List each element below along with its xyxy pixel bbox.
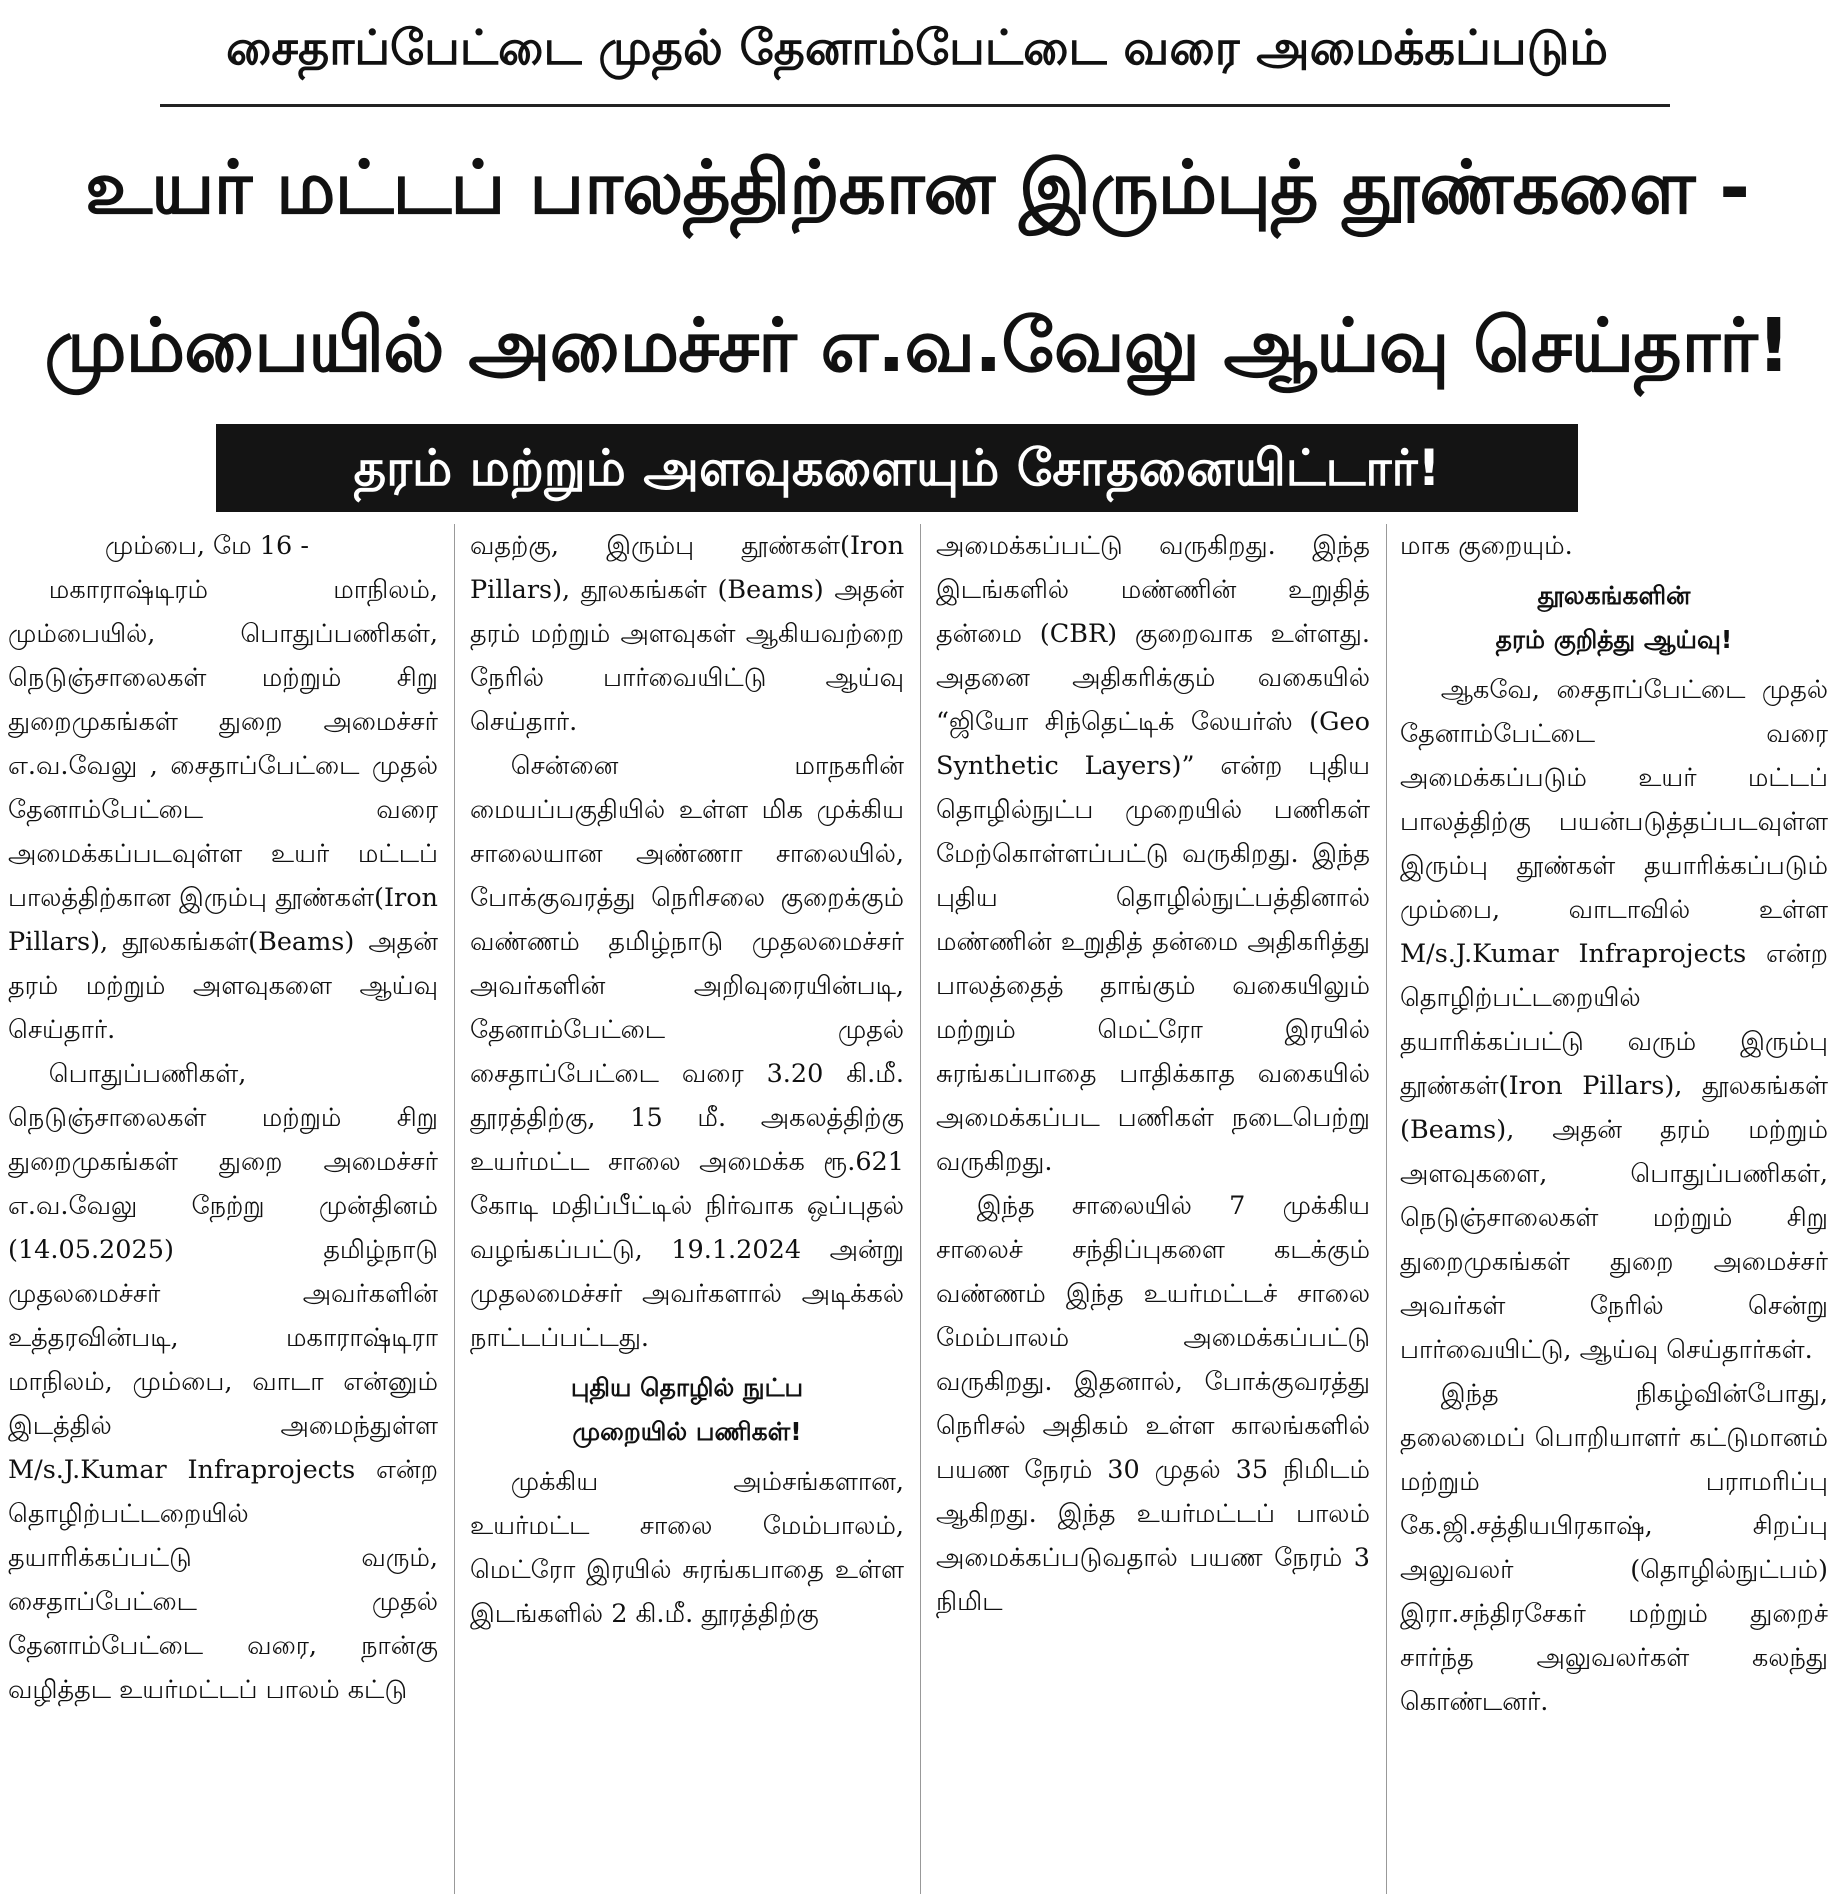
paragraph: முக்கிய அம்சங்களான, உயர்மட்ட சாலை மேம்பாலம், மெட்ரோ இரயில் சுரங்கபாதை உள்ள இடங்களில் 2 கி.மீ. தூரத்திற்கு <box>470 1467 904 1629</box>
column-divider <box>920 524 921 1894</box>
paragraph: அமைக்கப்பட்டு வருகிறது. இந்த இடங்களில் மண்ணின் உறுதித் தன்மை (CBR) குறைவாக உள்ளது. அதனை அதிகரிக்கும் வகையில் “ஜியோ சிந்தெட்டிக் லேயர்ஸ் (Geo Synthetic Layers)” என்ற புதிய தொழில்நுட்ப முறையில் பணிகள் மேற்கொள்ளப்பட்டு வருகிறது. இந்த புதிய தொழில்நுட்பத்தினால் மண்ணின் உறுதித் தன்மை அதிகரித்து பாலத்தைத் தாங்கும் வகையிலும் மற்றும் மெட்ரோ இரயில் சுரங்கப்பாதை பாதிக்காத வகையில் அமைக்கப்பட பணிகள் நடைபெற்று வருகிறது. <box>936 531 1370 1177</box>
paragraph: வதற்கு, இரும்பு தூண்கள்(Iron Pillars), தூலகங்கள் (Beams) அதன் தரம் மற்றும் அளவுகள் ஆகியவற்றை நேரில் பார்வையிட்டு ஆய்வு செய்தார். <box>470 531 904 737</box>
paragraph: மகாராஷ்டிரம் மாநிலம், மும்பையில், பொதுப்பணிகள், நெடுஞ்சாலைகள் மற்றும் சிறு துறைமுகங்கள் துறை அமைச்சர் எ.வ.வேலு , சைதாப்பேட்டை முதல் தேனாம்பேட்டை வரை அமைக்கப்படவுள்ள உயர் மட்டப் பாலத்திற்கான இரும்பு தூண்கள்(Iron Pillars), தூலகங்கள்(Beams) அதன் தரம் மற்றும் அளவுகளை ஆய்வு செய்தார். <box>8 575 438 1045</box>
paragraph: சென்னை மாநகரின் மையப்பகுதியில் உள்ள மிக முக்கிய சாலையான அண்ணா சாலையில், போக்குவரத்து நெரிசலை குறைக்கும் வண்ணம் தமிழ்நாடு முதலமைச்சர் அவர்களின் அறிவுரையின்படி, தேனாம்பேட்டை முதல் சைதாப்பேட்டை வரை 3.20 கி.மீ. தூரத்திற்கு, 15 மீ. அகலத்திற்கு உயர்மட்ட சாலை அமைக்க ரூ.621 கோடி மதிப்பீட்டில் நிர்வாக ஒப்புதல் வழங்கப்பட்டு, 19.1.2024 அன்று முதலமைச்சர் அவர்களால் அடிக்கல் நாட்டப்பட்டது. <box>470 751 904 1353</box>
subheading-line-1: தூலகங்களின் <box>1537 581 1691 610</box>
article-kicker: சைதாப்பேட்டை முதல் தேனாம்பேட்டை வரை அமைக்கப்படும் <box>225 20 1608 76</box>
subheading-line-2: முறையில் பணிகள்! <box>572 1417 802 1446</box>
column-divider <box>454 524 455 1894</box>
paragraph: இந்த நிகழ்வின்போது, தலைமைப் பொறியாளர் கட்டுமானம் மற்றும் பராமரிப்பு கே.ஜி.சத்தியபிரகாஷ், சிறப்பு அலுவலர் (தொழில்நுட்பம்) இரா.சந்திரசேகர் மற்றும் துறைச் சார்ந்த அலுவலர்கள் கலந்து கொண்டனர். <box>1400 1379 1828 1717</box>
subheading-line-2: தரம் குறித்து ஆய்வு! <box>1495 625 1733 654</box>
column-3 <box>936 524 1370 1896</box>
paragraph: இந்த சாலையில் 7 முக்கிய சாலைச் சந்திப்புகளை கடக்கும் வண்ணம் இந்த உயர்மட்டச் சாலை மேம்பாலம் அமைக்கப்பட்டு வருகிறது. இதனால், போக்குவரத்து நெரிசல் அதிகம் உள்ள காலங்களில் பயண நேரம் 30 முதல் 35 நிமிடம் ஆகிறது. இந்த உயர்மட்டப் பாலம் அமைக்கப்படுவதால் பயண நேரம் 3 நிமிட <box>936 1191 1370 1617</box>
paragraph: ஆகவே, சைதாப்பேட்டை முதல் தேனாம்பேட்டை வரை அமைக்கப்படும் உயர் மட்டப் பாலத்திற்கு பயன்படுத்தப்படவுள்ள இரும்பு தூண்கள் தயாரிக்கப்படும் மும்பை, வாடாவில் உள்ள M/s.J.Kumar Infraprojects என்ற தொழிற்பட்டறையில் தயாரிக்கப்பட்டு வரும் இரும்பு தூண்கள்(Iron Pillars), தூலகங்கள் (Beams), அதன் தரம் மற்றும் அளவுகளை, பொதுப்பணிகள், நெடுஞ்சாலைகள் மற்றும் சிறு துறைமுகங்கள் துறை அமைச்சர் அவர்கள் நேரில் சென்று பார்வையிட்டு, ஆய்வு செய்தார்கள். <box>1400 675 1828 1365</box>
column-divider <box>1386 524 1387 1894</box>
paragraph: பொதுப்பணிகள், நெடுஞ்சாலைகள் மற்றும் சிறு துறைமுகங்கள் துறை அமைச்சர் எ.வ.வேலு நேற்று முன்தினம் (14.05.2025) தமிழ்நாடு முதலமைச்சர் அவர்களின் உத்தரவின்படி, மகாராஷ்டிரா மாநிலம், மும்பை, வாடா என்னும் இடத்தில் அமைந்துள்ள M/s.J.Kumar Infraprojects என்ற தொழிற்பட்டறையில் தயாரிக்கப்பட்டு வரும், சைதாப்பேட்டை முதல் தேனாம்பேட்டை வரை, நான்கு வழித்தட உயர்மட்டப் பாலம் கட்டு <box>8 1059 438 1705</box>
headline-line-1: உயர் மட்டப் பாலத்திற்கான இரும்புத் தூண்களை - <box>85 145 1749 231</box>
paragraph: மாக குறையும். <box>1400 531 1573 561</box>
column-1 <box>8 524 438 1896</box>
dateline: மும்பை, மே 16 - <box>104 531 309 561</box>
headline-line-2: மும்பையில் அமைச்சர் எ.வ.வேலு ஆய்வு செய்தார்! <box>44 303 1790 389</box>
subheading <box>470 1366 904 1454</box>
subheading <box>1400 574 1828 662</box>
column-4 <box>1400 524 1828 1896</box>
article-deck: தரம் மற்றும் அளவுகளையும் சோதனையிட்டார்! <box>216 424 1578 512</box>
kicker-rule <box>160 104 1670 107</box>
column-2 <box>470 524 904 1896</box>
subheading-line-1: புதிய தொழில் நுட்ப <box>570 1373 804 1402</box>
